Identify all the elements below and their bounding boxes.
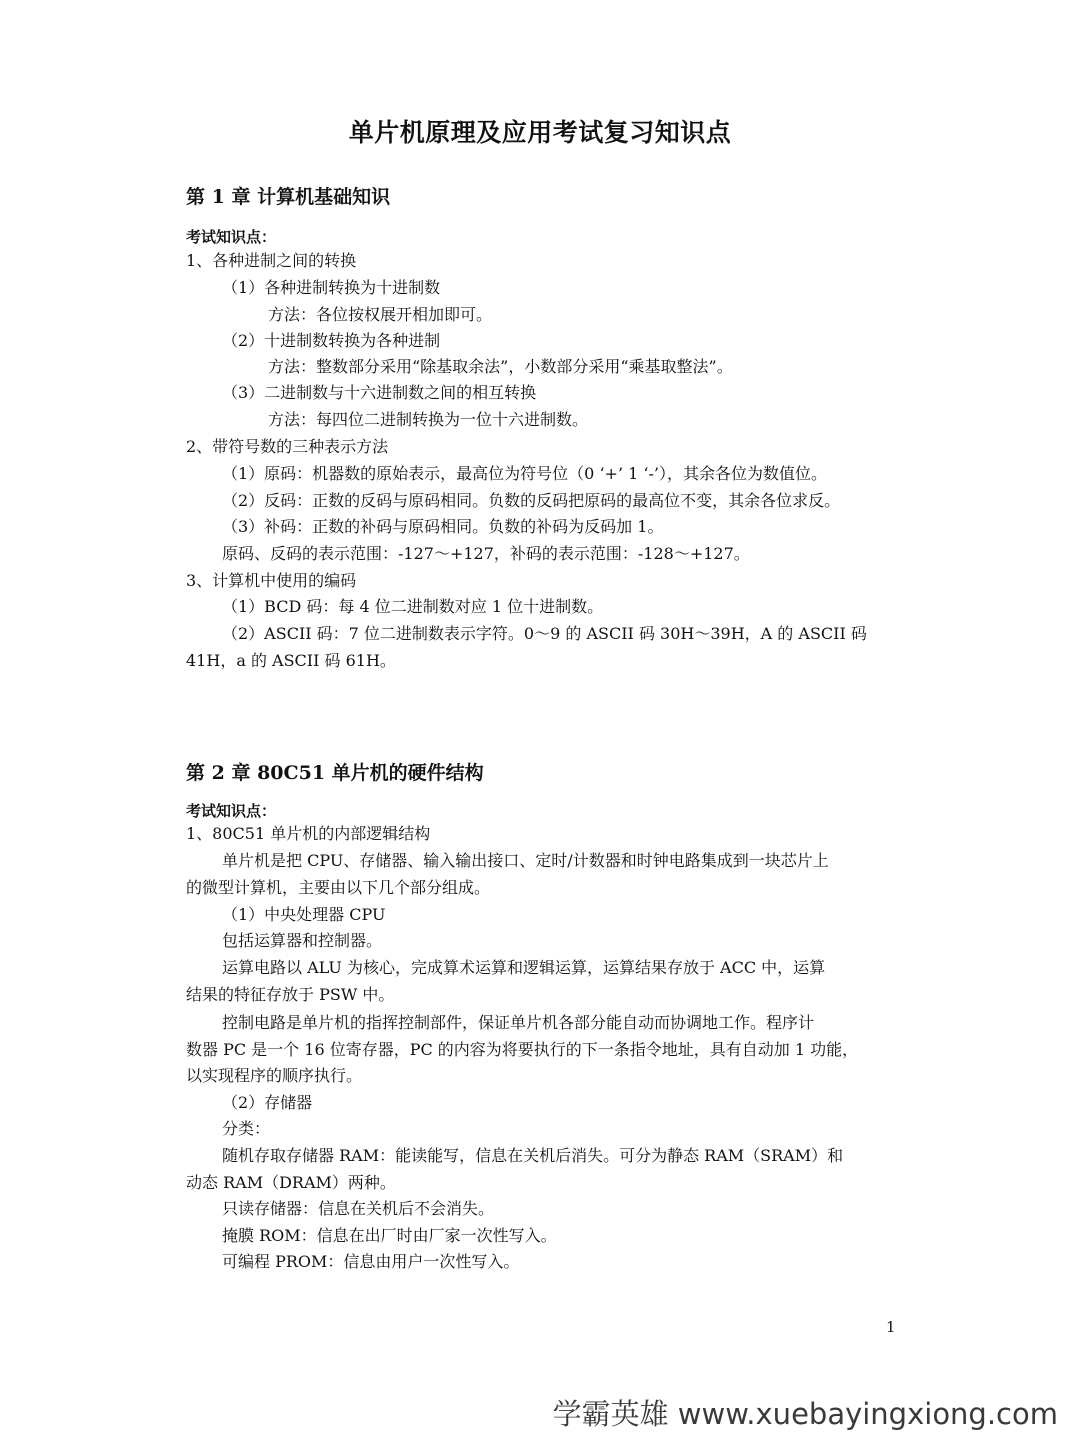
chapter-1-heading: 第 1 章 计算机基础知识 [186,186,391,208]
list-item: （2）反码：正数的反码与原码相同。负数的反码把原码的最高位不变，其余各位求反。 [222,491,841,510]
page-number: 1 [886,1318,896,1336]
list-item: 结果的特征存放于 PSW 中。 [186,985,395,1004]
list-item: 可编程 PROM：信息由用户一次性写入。 [222,1252,520,1271]
document-title: 单片机原理及应用考试复习知识点 [348,118,732,147]
list-item: 3、计算机中使用的编码 [186,571,357,590]
list-item: 包括运算器和控制器。 [222,931,383,950]
list-item: 单片机是把 CPU、存储器、输入输出接口、定时/计数器和时钟电路集成到一块芯片上 [222,851,829,870]
list-item: 2、带符号数的三种表示方法 [186,437,389,456]
list-item: 掩膜 ROM：信息在出厂时由厂家一次性写入。 [222,1226,557,1245]
chapter-1-points-label: 考试知识点： [186,228,277,246]
list-item: （3）二进制数与十六进制数之间的相互转换 [222,383,537,402]
list-item: （1）原码：机器数的原始表示，最高位为符号位（0 ‘+’ 1 ‘-’），其余各位为数值位。 [222,464,827,483]
list-item: （1）BCD 码：每 4 位二进制数对应 1 位十进制数。 [222,597,604,616]
list-item: 数器 PC 是一个 16 位寄存器，PC 的内容为将要执行的下一条指令地址，具有自动加 1 功能， [186,1040,859,1059]
list-item: 随机存取存储器 RAM：能读能写，信息在关机后消失。可分为静态 RAM（SRAM）和 [222,1146,844,1165]
list-item: （2）存储器 [222,1093,313,1112]
list-item: （3）补码：正数的补码与原码相同。负数的补码为反码加 1。 [222,517,664,536]
watermark: 学霸英雄 www.xuebayingxiong.com [552,1397,1058,1431]
list-item: 41H，a 的 ASCII 码 61H。 [186,651,396,670]
list-item: 运算电路以 ALU 为核心，完成算术运算和逻辑运算，运算结果存放于 ACC 中，运算 [222,958,826,977]
list-item: 的微型计算机，主要由以下几个部分组成。 [186,878,491,897]
list-item: 1、各种进制之间的转换 [186,251,357,270]
list-item: 方法：每四位二进制转换为一位十六进制数。 [268,410,589,429]
list-item: （2）ASCII 码：7 位二进制数表示字符。0～9 的 ASCII 码 30H～39H，A 的 ASCII 码 [222,624,867,643]
list-item: 1、80C51 单片机的内部逻辑结构 [186,824,431,843]
list-item: （1）中央处理器 CPU [222,905,386,924]
list-item: （1）各种进制转换为十进制数 [222,278,441,297]
list-item: （2）十进制数转换为各种进制 [222,331,441,350]
list-item: 控制电路是单片机的指挥控制部件，保证单片机各部分能自动而协调地工作。程序计 [222,1013,815,1032]
list-item: 方法：整数部分采用“除基取余法”，小数部分采用“乘基取整法”。 [268,357,733,376]
list-item: 原码、反码的表示范围：-127～+127，补码的表示范围：-128～+127。 [222,544,750,563]
list-item: 动态 RAM（DRAM）两种。 [186,1173,396,1192]
list-item: 只读存储器：信息在关机后不会消失。 [222,1199,495,1218]
chapter-2-heading: 第 2 章 80C51 单片机的硬件结构 [186,762,484,784]
list-item: 以实现程序的顺序执行。 [186,1066,363,1085]
chapter-2-points-label: 考试知识点： [186,802,277,820]
list-item: 方法：各位按权展开相加即可。 [268,305,493,324]
list-item: 分类： [222,1119,271,1138]
